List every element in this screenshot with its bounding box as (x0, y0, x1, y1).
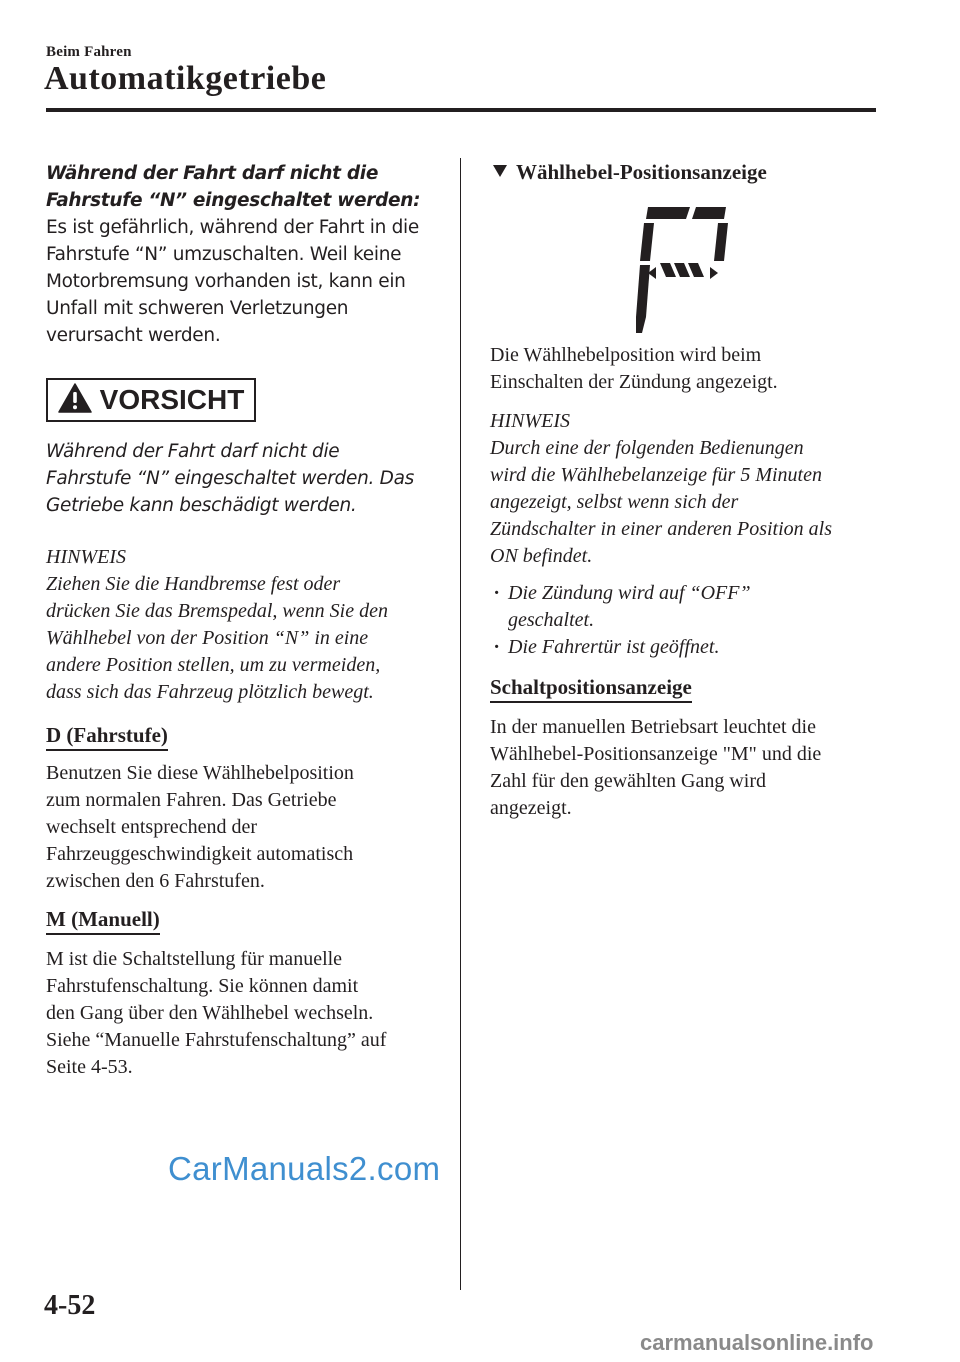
warning-heading-line2: Fahrstufe “N” eingeschaltet werden: (46, 190, 421, 211)
m-line: Siehe “Manuelle Fahrstufenschaltung” auf (46, 1029, 387, 1051)
note-line: Wählhebel von der Position “N” in eine (46, 627, 369, 649)
note-line: dass sich das Fahrzeug plötzlich bewegt. (46, 681, 374, 703)
warning-block (46, 160, 446, 349)
page-number: 4-52 (44, 1290, 96, 1321)
note-line: Durch eine der folgenden Bedienungen (490, 437, 804, 459)
note-label: HINWEIS (490, 410, 570, 432)
m-line: Fahrstufenschaltung. Sie können damit (46, 975, 359, 997)
warning-line: Unfall mit schweren Verletzungen (46, 298, 349, 319)
section-label: Beim Fahren (46, 44, 132, 60)
note-line: drücken Sie das Bremspedal, wenn Sie den (46, 600, 388, 622)
list-item (490, 580, 890, 634)
d-line: wechselt entsprechend der (46, 816, 258, 838)
right-section-heading (492, 160, 767, 185)
warning-line: Es ist gefährlich, während der Fahrt in die (46, 217, 419, 238)
caution-body (46, 438, 446, 519)
bullet-line: · Die Fahrertür ist geöffnet. (508, 636, 720, 658)
shift-line: Zahl für den gewählten Gang wird (490, 770, 767, 792)
note-block-right (490, 408, 890, 661)
note-block-left (46, 544, 446, 706)
d-line: zwischen den 6 Fahrstufen. (46, 870, 265, 892)
shift-heading: Schaltpositionsanzeige (490, 674, 692, 703)
d-line: zum normalen Fahren. Das Getriebe (46, 789, 337, 811)
warning-line: Fahrstufe “N” umzuschalten. Weil keine (46, 244, 402, 265)
bullet-line: · Die Zündung wird auf “OFF” (508, 582, 751, 604)
m-line: M ist die Schaltstellung für manuelle (46, 948, 343, 970)
warning-line: verursacht werden. (46, 325, 221, 346)
column-divider (460, 158, 461, 1290)
gear-indicator-display (636, 205, 732, 342)
m-heading: M (Manuell) (46, 906, 160, 935)
chapter-title: Automatikgetriebe (44, 60, 327, 97)
bullet-list (490, 580, 890, 661)
note-line: Ziehen Sie die Handbremse fest oder (46, 573, 341, 595)
triangle-down-icon (492, 162, 508, 183)
note-line: Zündschalter in einer anderen Position als (490, 518, 833, 540)
m-line: den Gang über den Wählhebel wechseln. (46, 1002, 374, 1024)
list-item (490, 634, 890, 661)
section-heading: Wählhebel-Positionsanzeige (516, 160, 767, 184)
watermark-logo: CarManuals2.com (168, 1150, 441, 1187)
note-line: wird die Wählhebelanzeige für 5 Minuten (490, 464, 822, 486)
m-body (46, 946, 446, 1081)
shift-heading-wrap (490, 674, 692, 703)
warning-line: Motorbremsung vorhanden ist, kann ein (46, 271, 406, 292)
caution-line: Fahrstufe “N” eingeschaltet werden. Das (46, 468, 414, 489)
note-line: andere Position stellen, um zu vermeiden, (46, 654, 381, 676)
caution-line: Getriebe kann beschädigt werden. (46, 495, 357, 516)
note-line: ON befindet. (490, 545, 593, 567)
caution-line: Während der Fahrt darf nicht die (46, 441, 340, 462)
bullet-line: geschaltet. (508, 609, 595, 631)
caution-box (46, 378, 256, 422)
warning-heading-line1: Während der Fahrt darf nicht die (46, 163, 379, 184)
shift-line: In der manuellen Betriebsart leuchtet die (490, 716, 816, 738)
right-intro (490, 342, 890, 396)
warning-triangle-icon (58, 383, 92, 418)
m-heading-wrap (46, 906, 160, 935)
d-heading: D (Fahrstufe) (46, 722, 168, 751)
shift-body (490, 714, 890, 822)
header-rule (46, 108, 876, 112)
note-line: angezeigt, selbst wenn sich der (490, 491, 739, 513)
site-footer-watermark: carmanualsonline.info (640, 1330, 874, 1355)
m-line: Seite 4-53. (46, 1056, 133, 1078)
shift-line: Wählhebel-Positionsanzeige "M" und die (490, 743, 822, 765)
caution-label: VORSICHT (99, 384, 245, 415)
d-heading-wrap (46, 722, 168, 751)
d-line: Benutzen Sie diese Wählhebelposition (46, 762, 354, 784)
intro-line: Die Wählhebelposition wird beim (490, 344, 762, 366)
segment-p-icon (636, 205, 732, 337)
d-body (46, 760, 446, 895)
d-line: Fahrzeuggeschwindigkeit automatisch (46, 843, 354, 865)
shift-line: angezeigt. (490, 797, 572, 819)
intro-line: Einschalten der Zündung angezeigt. (490, 371, 778, 393)
note-label: HINWEIS (46, 546, 126, 568)
